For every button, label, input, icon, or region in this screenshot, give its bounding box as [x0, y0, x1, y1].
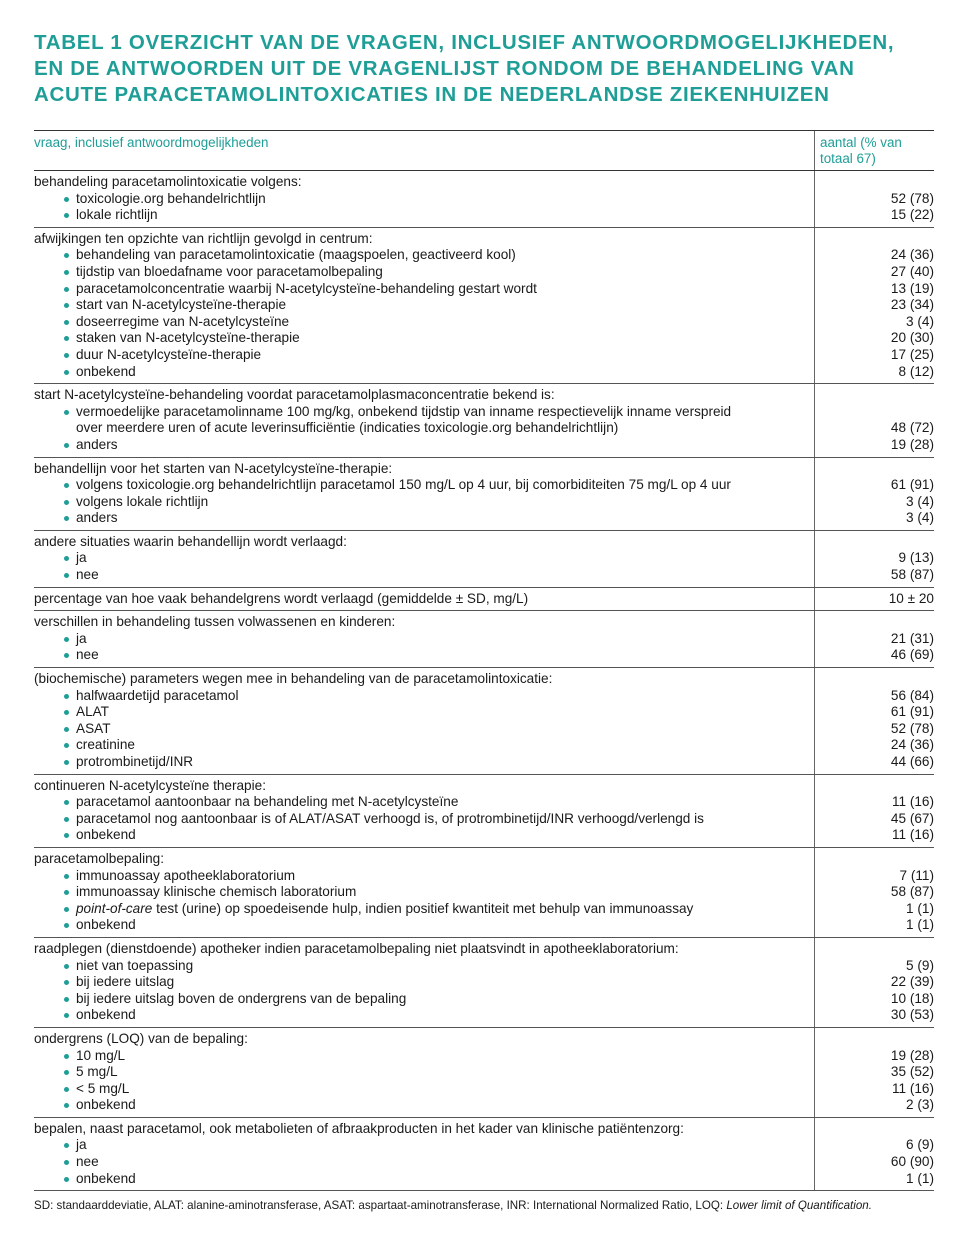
- answer-count: 27 (40): [890, 263, 934, 279]
- answer-count: 11 (16): [891, 827, 934, 843]
- bullet-icon: [64, 1013, 69, 1018]
- bullet-icon: [64, 1054, 69, 1059]
- bullet-icon: [64, 907, 69, 912]
- answer-text: nee: [76, 567, 99, 583]
- bullet-icon: [64, 653, 69, 658]
- answer-text: onbekend: [76, 827, 136, 843]
- answer-text: immunoassay klinische chemisch laboratorium: [76, 884, 357, 900]
- bullet-icon: [64, 1177, 69, 1182]
- answer-count: 56 (84): [890, 687, 934, 703]
- question-row: [34, 941, 934, 958]
- title-line-3: ACUTE PARACETAMOLINTOXICATIES IN DE NEDERLANDSE ZIEKENHUIZEN: [34, 83, 830, 106]
- question-text: bepalen, naast paracetamol, ook metabolieten of afbraakproducten in het kader van klinische patiëntenzorg:: [34, 1120, 684, 1136]
- answer-count: 3 (4): [906, 510, 934, 526]
- bullet-icon: [64, 874, 69, 879]
- answer-text: paracetamol aantoonbaar na behandeling met N-acetylcysteïne: [76, 794, 459, 810]
- bullet-icon: [64, 197, 69, 202]
- answer-count: 61 (91): [890, 477, 934, 493]
- header-count-line-2: totaal 67): [820, 151, 876, 166]
- answer-row: [34, 1154, 934, 1171]
- bullet-icon: [64, 516, 69, 521]
- answer-count: 8 (12): [898, 363, 934, 379]
- answer-count: 1 (1): [906, 917, 934, 933]
- answer-count: 3 (4): [906, 493, 934, 509]
- question-row: [34, 231, 934, 248]
- answer-text: volgens lokale richtlijn: [76, 493, 209, 509]
- answer-text: creatinine: [76, 737, 135, 753]
- bullet-icon: [64, 483, 69, 488]
- question-row: [34, 1031, 934, 1048]
- bullet-icon: [64, 817, 69, 822]
- bullet-icon: [64, 287, 69, 292]
- table-header: [34, 130, 934, 170]
- answer-row: [34, 688, 934, 705]
- table-section: [34, 531, 934, 588]
- answer-count: 5 (9): [906, 957, 934, 973]
- answer-row: [34, 1081, 934, 1098]
- answer-count: 45 (67): [890, 810, 934, 826]
- answer-text: staken van N-acetylcysteïne-therapie: [76, 330, 300, 346]
- answer-count: 22 (39): [890, 974, 934, 990]
- answer-text: paracetamol nog aantoonbaar is of ALAT/ASAT verhoogd is, of protrombinetijd/INR verhoogd/verlengd is: [76, 810, 704, 826]
- answer-row: [34, 281, 934, 298]
- answer-row: [34, 404, 934, 421]
- answer-count: 17 (25): [890, 346, 934, 362]
- answer-row: [34, 1064, 934, 1081]
- question-text: andere situaties waarin behandellijn wordt verlaagd:: [34, 533, 347, 549]
- title-line-1: TABEL 1 OVERZICHT VAN DE VRAGEN, INCLUSIEF ANTWOORDMOGELIJKHEDEN,: [34, 31, 895, 54]
- answer-text: nee: [76, 647, 99, 663]
- answer-count: 58 (87): [890, 884, 934, 900]
- question-text: paracetamolbepaling:: [34, 850, 164, 866]
- answer-row: [34, 247, 934, 264]
- answer-row: [34, 314, 934, 331]
- answer-row: [34, 364, 934, 381]
- bullet-icon: [64, 1160, 69, 1165]
- bullet-icon: [64, 760, 69, 765]
- question-text: ondergrens (LOQ) van de bepaling:: [34, 1030, 248, 1046]
- bullet-icon: [64, 1087, 69, 1092]
- answer-text: immunoassay apotheeklaboratorium: [76, 867, 296, 883]
- bullet-icon: [64, 1143, 69, 1148]
- bullet-icon: [64, 964, 69, 969]
- answer-count: 19 (28): [890, 436, 934, 452]
- answer-count: 10 (18): [890, 990, 934, 1006]
- answer-count: 52 (78): [890, 720, 934, 736]
- bullet-icon: [64, 270, 69, 275]
- answer-text: nee: [76, 1154, 99, 1170]
- answer-text: doseerregime van N-acetylcysteïne: [76, 313, 290, 329]
- answer-text: bij iedere uitslag boven de ondergrens van de bepaling: [76, 990, 407, 1006]
- table-page: [34, 30, 934, 1212]
- answer-count: 3 (4): [906, 313, 934, 329]
- question-row: [34, 591, 934, 608]
- title-line-2: EN DE ANTWOORDEN UIT DE VRAGENLIJST RONDOM DE BEHANDELING VAN: [34, 57, 855, 80]
- bullet-icon: [64, 694, 69, 699]
- question-value: 10 ± 20: [888, 590, 934, 606]
- answer-text: paracetamolconcentratie waarbij N-acetylcysteïne-behandeling gestart wordt: [76, 280, 537, 296]
- answer-count: 48 (72): [890, 420, 934, 436]
- answer-text: protrombinetijd/INR: [76, 754, 194, 769]
- table-section: [34, 775, 934, 848]
- footnote-text: SD: standaarddeviatie, ALAT: alanine-aminotransferase, ASAT: aspartaat-aminotransferase, INR: International Normalized Ratio, LOQ:: [34, 1199, 727, 1213]
- table-section: [34, 384, 934, 457]
- answer-row: [34, 1137, 934, 1154]
- answer-count: 2 (3): [906, 1097, 934, 1113]
- question-row: [34, 778, 934, 795]
- answer-text: ja: [76, 550, 87, 566]
- bullet-icon: [64, 1070, 69, 1075]
- answer-row: [34, 917, 934, 934]
- bullet-icon: [64, 303, 69, 308]
- bullet-icon: [64, 980, 69, 985]
- bullet-icon: [64, 253, 69, 258]
- bullet-icon: [64, 336, 69, 341]
- answer-count: 46 (69): [890, 647, 934, 663]
- answer-text: volgens toxicologie.org behandelrichtlijn paracetamol 150 mg/L op 4 uur, bij comorbiditeiten 75 mg/L op 4 uur: [76, 477, 731, 493]
- answer-text: duur N-acetylcysteïne-therapie: [76, 346, 262, 362]
- answer-row: [34, 1048, 934, 1065]
- answer-row: [34, 794, 934, 811]
- bullet-icon: [64, 727, 69, 732]
- bullet-icon: [64, 556, 69, 561]
- table-section: [34, 458, 934, 531]
- bullet-icon: [64, 710, 69, 715]
- answer-text: lokale richtlijn: [76, 207, 158, 223]
- answer-text: anders: [76, 510, 118, 526]
- answer-text: onbekend: [76, 1007, 136, 1023]
- answer-text: onbekend: [76, 1097, 136, 1113]
- answer-row: [34, 991, 934, 1008]
- answer-row: [34, 721, 934, 738]
- answer-text: behandeling van paracetamolintoxicatie (maagspoelen, geactiveerd kool): [76, 247, 516, 263]
- question-text: continueren N-acetylcysteïne therapie:: [34, 777, 266, 793]
- table-body: [34, 170, 934, 1191]
- table-section: [34, 611, 934, 668]
- answer-row: [34, 297, 934, 314]
- answer-text: anders: [76, 436, 118, 452]
- answer-row: [34, 1171, 934, 1188]
- answer-count: 1 (1): [906, 900, 934, 916]
- answer-text: ja: [76, 630, 87, 646]
- answer-text: onbekend: [76, 1170, 136, 1186]
- answer-count: 35 (52): [890, 1064, 934, 1080]
- question-text: behandellijn voor het starten van N-acetylcysteïne-therapie:: [34, 460, 393, 476]
- answer-row: [34, 1097, 934, 1114]
- answer-text-continued: over meerdere uren of acute leverinsufficiëntie (indicaties toxicologie.org behandelrichtlijn): [76, 420, 619, 436]
- answer-count: 9 (13): [898, 550, 934, 566]
- footnote: [34, 1199, 934, 1212]
- answer-text: ASAT: [76, 720, 111, 736]
- answer-count: 30 (53): [890, 1007, 934, 1023]
- answer-row: [34, 811, 934, 828]
- bullet-icon: [64, 410, 69, 415]
- answer-row: [34, 754, 934, 771]
- table-section: [34, 228, 934, 384]
- answer-count: 23 (34): [890, 297, 934, 313]
- answer-row: [34, 868, 934, 885]
- answer-row: [34, 884, 934, 901]
- header-count-line-1: aantal (% van: [820, 135, 902, 150]
- answer-count: 52 (78): [890, 190, 934, 206]
- answer-row: [34, 494, 934, 511]
- answer-text: < 5 mg/L: [76, 1080, 130, 1096]
- answer-count: 44 (66): [890, 754, 934, 769]
- table-section: [34, 1028, 934, 1118]
- answer-row: [34, 958, 934, 975]
- answer-count: 11 (16): [891, 794, 934, 810]
- answer-text: tijdstip van bloedafname voor paracetamolbepaling: [76, 263, 383, 279]
- question-text: behandeling paracetamolintoxicatie volgens:: [34, 174, 302, 189]
- answer-count: 20 (30): [890, 330, 934, 346]
- answer-row: [34, 264, 934, 281]
- answer-text: 10 mg/L: [76, 1047, 126, 1063]
- column-divider: [814, 131, 815, 170]
- answer-count: 11 (16): [891, 1080, 934, 1096]
- bullet-icon: [64, 213, 69, 218]
- answer-row: [34, 191, 934, 208]
- answer-count: 13 (19): [890, 280, 934, 296]
- answer-count: 7 (11): [899, 867, 934, 883]
- answer-text: start van N-acetylcysteïne-therapie: [76, 297, 287, 313]
- answer-text: onbekend: [76, 363, 136, 379]
- answer-text: niet van toepassing: [76, 957, 194, 973]
- question-row: [34, 534, 934, 551]
- answer-row: [34, 647, 934, 664]
- answer-text: toxicologie.org behandelrichtlijn: [76, 190, 266, 206]
- question-row: [34, 1121, 934, 1138]
- bullet-icon: [64, 833, 69, 838]
- answer-text: vermoedelijke paracetamolinname 100 mg/kg, onbekend tijdstip van inname respectievelijk inname verspreid: [76, 403, 732, 419]
- bullet-icon: [64, 637, 69, 642]
- question-row: [34, 851, 934, 868]
- question-row: [34, 174, 934, 191]
- table-section: [34, 848, 934, 938]
- bullet-icon: [64, 1103, 69, 1108]
- question-row: [34, 461, 934, 478]
- question-row: [34, 614, 934, 631]
- question-text: start N-acetylcysteïne-behandeling voordat paracetamolplasmaconcentratie bekend is:: [34, 387, 555, 403]
- bullet-icon: [64, 500, 69, 505]
- answer-text: halfwaardetijd paracetamol: [76, 687, 239, 703]
- answer-count: 1 (1): [906, 1170, 934, 1186]
- header-question: vraag, inclusief antwoordmogelijkheden: [34, 135, 269, 150]
- answer-row: [34, 510, 934, 527]
- answer-row: [34, 550, 934, 567]
- answer-count: 24 (36): [890, 737, 934, 753]
- bullet-icon: [64, 370, 69, 375]
- answer-count: 61 (91): [890, 704, 934, 720]
- bullet-icon: [64, 743, 69, 748]
- answer-count: 21 (31): [890, 630, 934, 646]
- answer-row: [34, 827, 934, 844]
- answer-row: [34, 974, 934, 991]
- answer-row: [34, 477, 934, 494]
- answer-text: 5 mg/L: [76, 1064, 118, 1080]
- header-count: [820, 135, 902, 167]
- answer-count: 58 (87): [890, 567, 934, 583]
- table-section: [34, 588, 934, 612]
- answer-text: bij iedere uitslag: [76, 974, 175, 990]
- question-text: (biochemische) parameters wegen mee in behandeling van de paracetamolintoxicatie:: [34, 671, 553, 687]
- answer-row: [34, 207, 934, 224]
- answer-row: [34, 347, 934, 364]
- answer-count: 19 (28): [890, 1047, 934, 1063]
- table-section: [34, 171, 934, 228]
- bullet-icon: [64, 997, 69, 1002]
- answer-continuation-row: [34, 420, 934, 437]
- answer-row: [34, 631, 934, 648]
- table-section: [34, 1118, 934, 1191]
- bullet-icon: [64, 800, 69, 805]
- question-text: afwijkingen ten opzichte van richtlijn gevolgd in centrum:: [34, 230, 373, 246]
- answer-text: onbekend: [76, 917, 136, 933]
- answer-count: 24 (36): [890, 247, 934, 263]
- answer-row: [34, 437, 934, 454]
- table-section: [34, 938, 934, 1028]
- answer-row: [34, 901, 934, 918]
- answer-row: [34, 1007, 934, 1024]
- question-text: percentage van hoe vaak behandelgrens wordt verlaagd (gemiddelde ± SD, mg/L): [34, 590, 529, 606]
- answer-count: 60 (90): [890, 1154, 934, 1170]
- answer-row: [34, 704, 934, 721]
- bullet-icon: [64, 320, 69, 325]
- answer-text: point-of-care test (urine) op spoedeisende hulp, indien positief kwantiteit met behulp van immunoassay: [76, 900, 694, 916]
- bullet-icon: [64, 573, 69, 578]
- answer-count: 15 (22): [890, 207, 934, 223]
- answer-text: ja: [76, 1137, 87, 1153]
- footnote-italic: Lower limit of Quantification.: [726, 1199, 872, 1213]
- answer-row: [34, 737, 934, 754]
- bullet-icon: [64, 923, 69, 928]
- bullet-icon: [64, 443, 69, 448]
- answer-count: 6 (9): [906, 1137, 934, 1153]
- question-row: [34, 671, 934, 688]
- question-row: [34, 387, 934, 404]
- question-text: verschillen in behandeling tussen volwassenen en kinderen:: [34, 614, 396, 630]
- answer-text: ALAT: [76, 704, 109, 720]
- answer-row: [34, 330, 934, 347]
- bullet-icon: [64, 353, 69, 358]
- table-title: [34, 30, 934, 108]
- question-text: raadplegen (dienstdoende) apotheker indien paracetamolbepaling niet plaatsvindt in apotheeklaboratorium:: [34, 940, 679, 956]
- bullet-icon: [64, 890, 69, 895]
- table-section: [34, 668, 934, 775]
- answer-row: [34, 567, 934, 584]
